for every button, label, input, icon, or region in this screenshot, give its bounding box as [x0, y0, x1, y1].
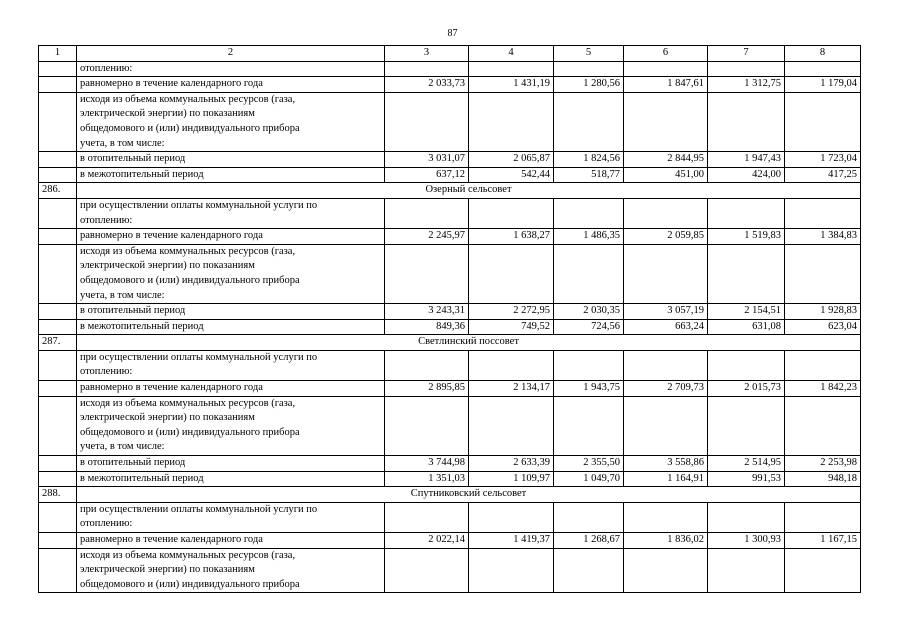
value-cell: 2 709,73 — [624, 381, 708, 397]
value-cell: 637,12 — [385, 167, 469, 183]
value-cell: 3 031,07 — [385, 152, 469, 168]
row-description — [77, 61, 385, 77]
description-line: общедомового и (или) индивидуального прибора — [80, 426, 300, 438]
empty-value-cell — [554, 502, 624, 532]
row-label: в межотопительный период — [77, 319, 385, 335]
description-line: исходя из объема коммунальных ресурсов (газа, — [80, 245, 296, 257]
value-cell: 3 243,31 — [385, 304, 469, 320]
empty-value-cell — [469, 92, 554, 151]
empty-value-cell — [785, 92, 861, 151]
row-description — [77, 502, 385, 532]
description-line: электрической энергии) по показаниям — [80, 260, 255, 272]
data-row — [39, 319, 861, 335]
value-cell: 1 164,91 — [624, 471, 708, 487]
data-row — [39, 152, 861, 168]
description-row — [39, 92, 861, 151]
column-header: 1 — [39, 46, 77, 62]
empty-value-cell — [785, 502, 861, 532]
section-number: 286. — [39, 183, 77, 199]
empty-value-cell — [785, 396, 861, 455]
empty-value-cell — [385, 502, 469, 532]
empty-value-cell — [785, 350, 861, 380]
value-cell: 724,56 — [554, 319, 624, 335]
row-index-cell — [39, 456, 77, 472]
value-cell: 2 272,95 — [469, 304, 554, 320]
empty-value-cell — [708, 61, 785, 77]
empty-value-cell — [469, 548, 554, 593]
empty-value-cell — [624, 502, 708, 532]
description-line: общедомового и (или) индивидуального прибора — [80, 578, 300, 590]
value-cell: 2 355,50 — [554, 456, 624, 472]
description-row — [39, 350, 861, 380]
description-line: учета, в том числе: — [80, 441, 165, 453]
empty-value-cell — [469, 198, 554, 228]
value-cell: 2 895,85 — [385, 381, 469, 397]
row-index-cell — [39, 229, 77, 245]
description-line: общедомового и (или) индивидуального прибора — [80, 122, 300, 134]
tariff-table — [38, 45, 861, 593]
empty-value-cell — [385, 61, 469, 77]
row-label: в отопительный период — [77, 456, 385, 472]
value-cell: 1 486,35 — [554, 229, 624, 245]
empty-value-cell — [785, 244, 861, 303]
value-cell: 1 268,67 — [554, 533, 624, 549]
row-label: равномерно в течение календарного года — [77, 533, 385, 549]
value-cell: 2 134,17 — [469, 381, 554, 397]
empty-value-cell — [469, 350, 554, 380]
empty-value-cell — [624, 61, 708, 77]
value-cell: 1 431,19 — [469, 77, 554, 93]
value-cell: 1 167,15 — [785, 533, 861, 549]
value-cell: 2 154,51 — [708, 304, 785, 320]
row-index-cell — [39, 92, 77, 151]
empty-value-cell — [554, 198, 624, 228]
empty-value-cell — [469, 396, 554, 455]
description-line: исходя из объема коммунальных ресурсов (газа, — [80, 93, 296, 105]
value-cell: 1 943,75 — [554, 381, 624, 397]
empty-value-cell — [708, 244, 785, 303]
empty-value-cell — [554, 396, 624, 455]
value-cell: 1 351,03 — [385, 471, 469, 487]
page-number: 87 — [447, 28, 458, 39]
empty-value-cell — [624, 244, 708, 303]
row-index-cell — [39, 152, 77, 168]
empty-value-cell — [624, 92, 708, 151]
description-row — [39, 502, 861, 532]
description-line: общедомового и (или) индивидуального прибора — [80, 274, 300, 286]
row-description — [77, 548, 385, 593]
empty-value-cell — [554, 92, 624, 151]
value-cell: 1 638,27 — [469, 229, 554, 245]
row-index-cell — [39, 77, 77, 93]
section-title: Светлинский поссовет — [77, 335, 861, 351]
row-index-cell — [39, 471, 77, 487]
row-index-cell — [39, 350, 77, 380]
data-row — [39, 471, 861, 487]
section-number: 288. — [39, 487, 77, 503]
value-cell: 2 844,95 — [624, 152, 708, 168]
row-index-cell — [39, 319, 77, 335]
value-cell: 991,53 — [708, 471, 785, 487]
empty-value-cell — [385, 92, 469, 151]
value-cell: 2 253,98 — [785, 456, 861, 472]
empty-value-cell — [385, 396, 469, 455]
value-cell: 1 280,56 — [554, 77, 624, 93]
description-line: отоплению: — [80, 518, 133, 530]
row-label: в отопительный период — [77, 152, 385, 168]
empty-value-cell — [554, 548, 624, 593]
empty-value-cell — [624, 350, 708, 380]
value-cell: 1 384,83 — [785, 229, 861, 245]
value-cell: 1 312,75 — [708, 77, 785, 93]
value-cell: 1 928,83 — [785, 304, 861, 320]
description-line: отоплению: — [80, 62, 133, 74]
description-row — [39, 244, 861, 303]
data-row — [39, 533, 861, 549]
value-cell: 631,08 — [708, 319, 785, 335]
column-header: 3 — [385, 46, 469, 62]
value-cell: 2 015,73 — [708, 381, 785, 397]
value-cell: 623,04 — [785, 319, 861, 335]
description-row — [39, 548, 861, 593]
section-row — [39, 487, 861, 503]
value-cell: 451,00 — [624, 167, 708, 183]
value-cell: 1 419,37 — [469, 533, 554, 549]
row-label: равномерно в течение календарного года — [77, 77, 385, 93]
row-label: равномерно в течение календарного года — [77, 381, 385, 397]
section-row — [39, 335, 861, 351]
column-header: 8 — [785, 46, 861, 62]
empty-value-cell — [624, 396, 708, 455]
empty-value-cell — [469, 244, 554, 303]
row-description — [77, 350, 385, 380]
row-index-cell — [39, 381, 77, 397]
value-cell: 1 519,83 — [708, 229, 785, 245]
column-header: 4 — [469, 46, 554, 62]
value-cell: 3 558,86 — [624, 456, 708, 472]
empty-value-cell — [385, 198, 469, 228]
row-index-cell — [39, 533, 77, 549]
description-row — [39, 61, 861, 77]
empty-value-cell — [624, 548, 708, 593]
empty-value-cell — [708, 502, 785, 532]
empty-value-cell — [554, 350, 624, 380]
value-cell: 2 033,73 — [385, 77, 469, 93]
value-cell: 1 842,23 — [785, 381, 861, 397]
row-index-cell — [39, 244, 77, 303]
empty-value-cell — [385, 548, 469, 593]
empty-value-cell — [708, 92, 785, 151]
section-row — [39, 183, 861, 199]
empty-value-cell — [385, 350, 469, 380]
column-header: 6 — [624, 46, 708, 62]
value-cell: 2 514,95 — [708, 456, 785, 472]
value-cell: 518,77 — [554, 167, 624, 183]
row-description — [77, 198, 385, 228]
empty-value-cell — [785, 548, 861, 593]
row-index-cell — [39, 167, 77, 183]
row-index-cell — [39, 198, 77, 228]
section-title: Спутниковский сельсовет — [77, 487, 861, 503]
value-cell: 2 022,14 — [385, 533, 469, 549]
description-line: учета, в том числе: — [80, 289, 165, 301]
description-line: учета, в том числе: — [80, 137, 165, 149]
value-cell: 663,24 — [624, 319, 708, 335]
data-row — [39, 456, 861, 472]
empty-value-cell — [708, 548, 785, 593]
data-row — [39, 77, 861, 93]
row-label: в межотопительный период — [77, 167, 385, 183]
value-cell: 1 723,04 — [785, 152, 861, 168]
empty-value-cell — [554, 61, 624, 77]
value-cell: 2 245,97 — [385, 229, 469, 245]
value-cell: 1 179,04 — [785, 77, 861, 93]
row-index-cell — [39, 396, 77, 455]
empty-value-cell — [385, 244, 469, 303]
value-cell: 749,52 — [469, 319, 554, 335]
row-index-cell — [39, 304, 77, 320]
empty-value-cell — [469, 61, 554, 77]
row-description — [77, 92, 385, 151]
empty-value-cell — [708, 350, 785, 380]
value-cell: 417,25 — [785, 167, 861, 183]
header-row — [39, 46, 861, 62]
value-cell: 948,18 — [785, 471, 861, 487]
description-line: при осуществлении оплаты коммунальной услуги по — [80, 351, 318, 363]
description-line: отоплению: — [80, 366, 133, 378]
value-cell: 1 049,70 — [554, 471, 624, 487]
data-row — [39, 229, 861, 245]
column-header: 7 — [708, 46, 785, 62]
value-cell: 542,44 — [469, 167, 554, 183]
value-cell: 1 947,43 — [708, 152, 785, 168]
row-description — [77, 244, 385, 303]
value-cell: 1 847,61 — [624, 77, 708, 93]
description-line: исходя из объема коммунальных ресурсов (газа, — [80, 397, 296, 409]
row-label: в межотопительный период — [77, 471, 385, 487]
description-line: электрической энергии) по показаниям — [80, 412, 255, 424]
empty-value-cell — [785, 61, 861, 77]
column-header: 5 — [554, 46, 624, 62]
row-index-cell — [39, 502, 77, 532]
section-title: Озерный сельсовет — [77, 183, 861, 199]
value-cell: 3 744,98 — [385, 456, 469, 472]
description-row — [39, 198, 861, 228]
value-cell: 2 065,87 — [469, 152, 554, 168]
section-number: 287. — [39, 335, 77, 351]
row-index-cell — [39, 61, 77, 77]
empty-value-cell — [554, 244, 624, 303]
data-row — [39, 167, 861, 183]
data-row — [39, 381, 861, 397]
data-row — [39, 304, 861, 320]
description-line: электрической энергии) по показаниям — [80, 108, 255, 120]
value-cell: 849,36 — [385, 319, 469, 335]
empty-value-cell — [624, 198, 708, 228]
value-cell: 1 300,93 — [708, 533, 785, 549]
row-index-cell — [39, 548, 77, 593]
description-row — [39, 396, 861, 455]
empty-value-cell — [785, 198, 861, 228]
row-description — [77, 396, 385, 455]
value-cell: 2 030,35 — [554, 304, 624, 320]
description-line: при осуществлении оплаты коммунальной услуги по — [80, 199, 318, 211]
description-line: электрической энергии) по показаниям — [80, 564, 255, 576]
description-line: при осуществлении оплаты коммунальной услуги по — [80, 503, 318, 515]
value-cell: 2 059,85 — [624, 229, 708, 245]
empty-value-cell — [708, 198, 785, 228]
value-cell: 424,00 — [708, 167, 785, 183]
value-cell: 3 057,19 — [624, 304, 708, 320]
table-body — [39, 46, 861, 593]
row-label: в отопительный период — [77, 304, 385, 320]
column-header: 2 — [77, 46, 385, 62]
value-cell: 1 824,56 — [554, 152, 624, 168]
empty-value-cell — [708, 396, 785, 455]
row-label: равномерно в течение календарного года — [77, 229, 385, 245]
value-cell: 1 836,02 — [624, 533, 708, 549]
description-line: отоплению: — [80, 214, 133, 226]
description-line: исходя из объема коммунальных ресурсов (газа, — [80, 549, 296, 561]
empty-value-cell — [469, 502, 554, 532]
value-cell: 1 109,97 — [469, 471, 554, 487]
value-cell: 2 633,39 — [469, 456, 554, 472]
